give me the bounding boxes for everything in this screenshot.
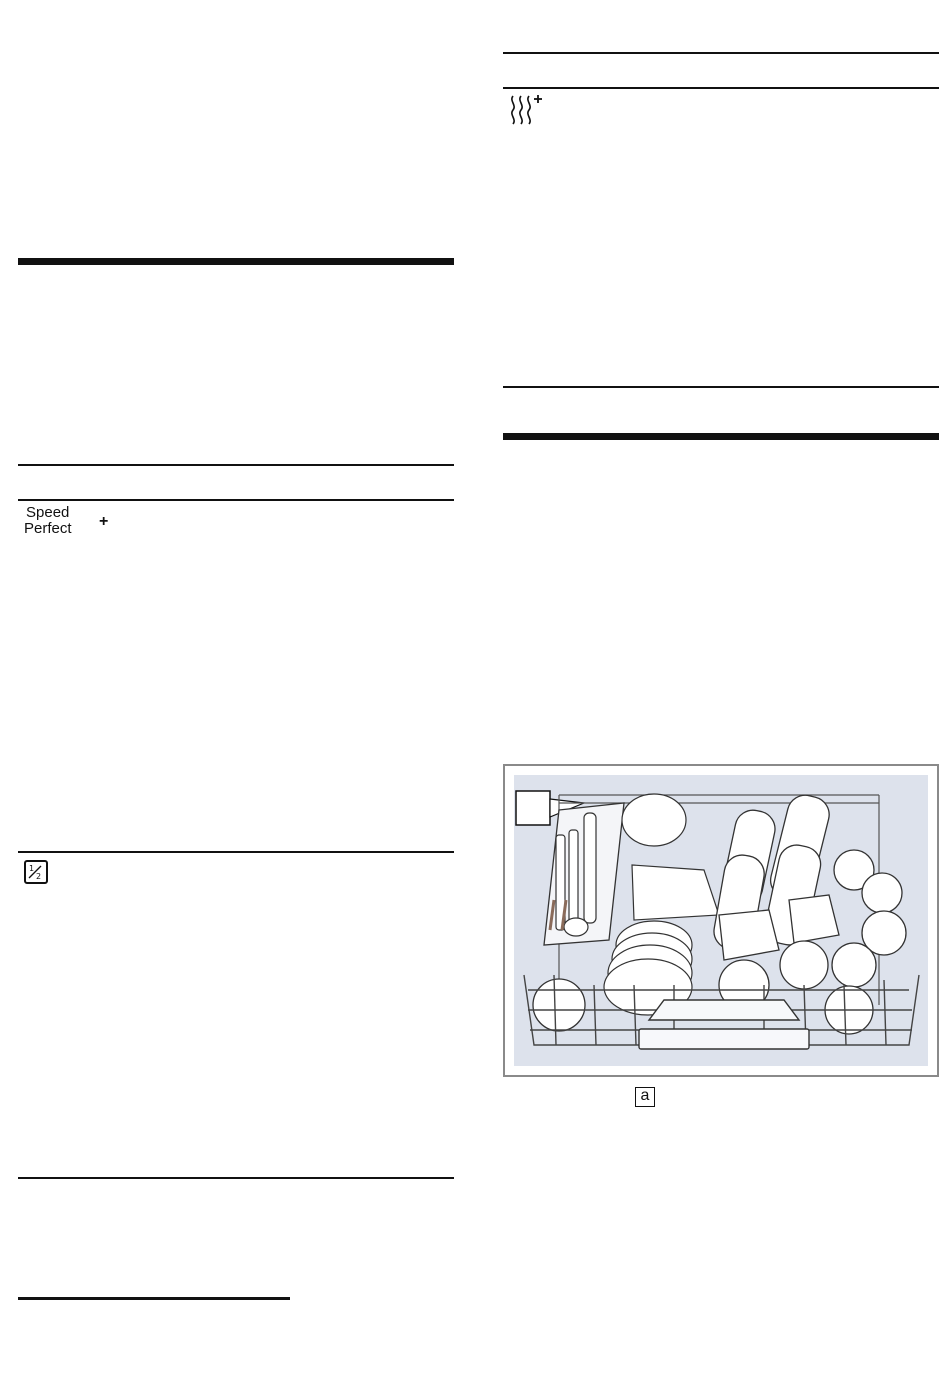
table-header-top-rule-left xyxy=(18,464,454,466)
section-rule-left xyxy=(18,258,454,265)
half-load-icon xyxy=(24,860,48,884)
svg-text:1: 1 xyxy=(29,864,35,873)
extra-dry-icon xyxy=(508,92,548,126)
callout-label-a: a xyxy=(635,1087,655,1107)
speed-perfect-icon xyxy=(24,504,109,541)
table-bottom-rule-left xyxy=(18,1177,454,1179)
section-rule-right xyxy=(503,433,939,440)
table-header-bottom-rule-left xyxy=(18,499,454,501)
svg-text:2: 2 xyxy=(36,872,42,881)
speed-perfect-icon-line1: Speed xyxy=(26,504,70,521)
dishwasher-basket-illustration xyxy=(514,775,928,1066)
speed-perfect-icon-plus: + xyxy=(99,513,109,530)
table-row-rule-left xyxy=(18,851,454,853)
speed-perfect-icon-line2: Perfect xyxy=(24,520,72,537)
figure-background xyxy=(514,775,928,1066)
table-header-top-rule-right xyxy=(503,52,939,54)
footnote-rule xyxy=(18,1297,290,1300)
dishwasher-basket-figure xyxy=(503,764,939,1077)
table-bottom-rule-right xyxy=(503,386,939,388)
table-header-bottom-rule-right xyxy=(503,87,939,89)
